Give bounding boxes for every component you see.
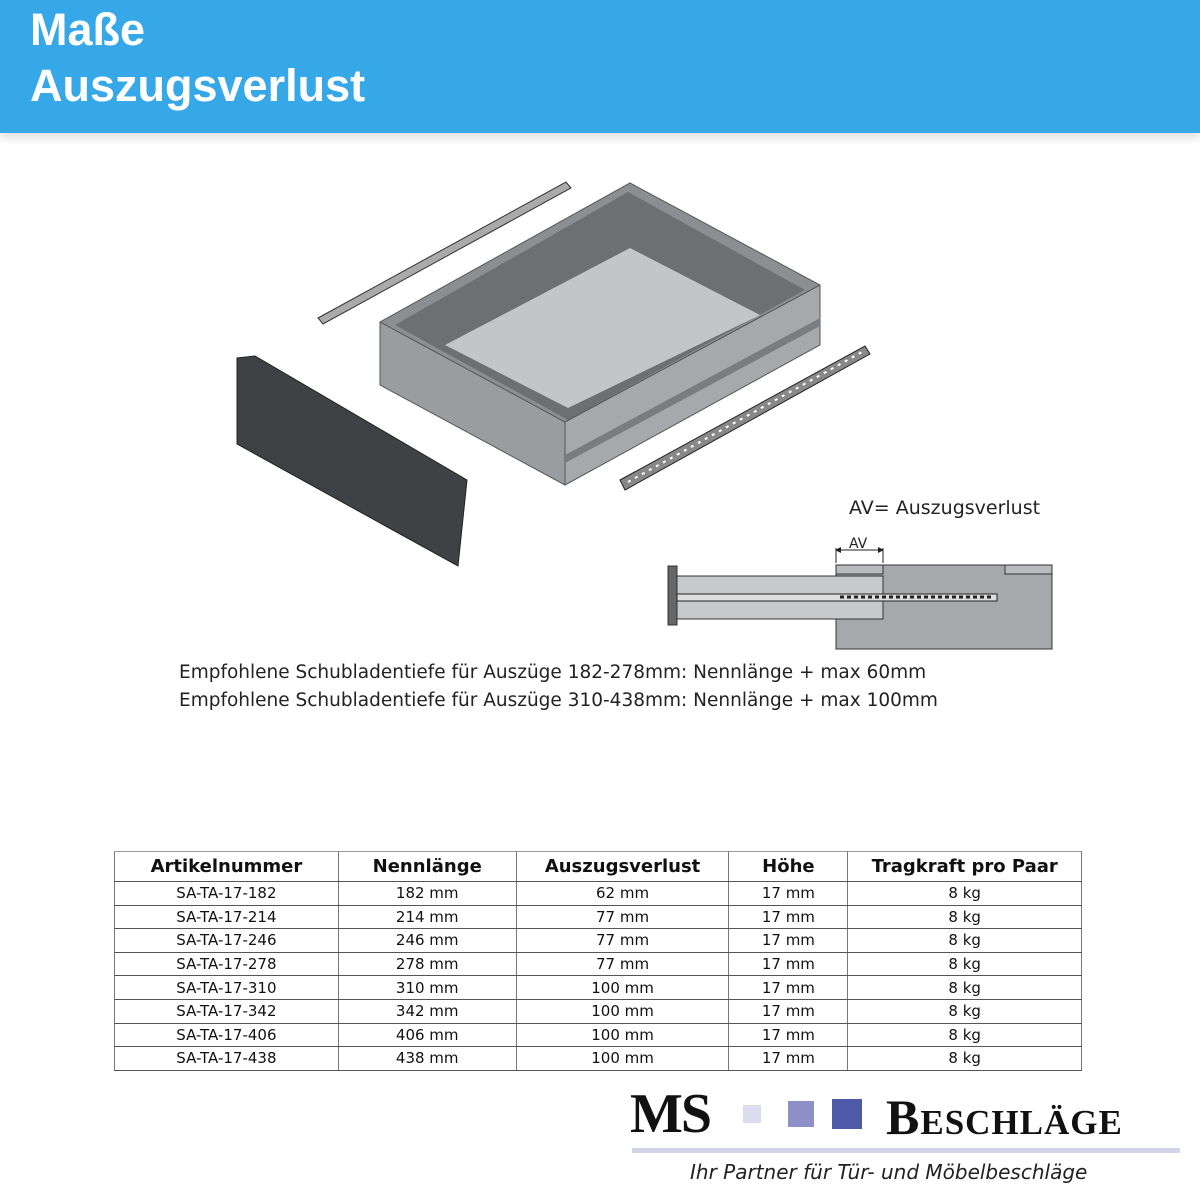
- table-cell: 8 kg: [848, 905, 1082, 929]
- table-cell: SA-TA-17-278: [115, 952, 339, 976]
- logo-brand: Beschläge: [886, 1089, 1123, 1145]
- table-cell: 17 mm: [729, 952, 848, 976]
- table-cell: 182 mm: [338, 882, 516, 906]
- logo-tagline: Ihr Partner für Tür- und Möbelbeschläge: [690, 1160, 1088, 1184]
- specs-table: [114, 851, 1082, 1071]
- table-row: [115, 929, 1082, 953]
- table-cell: 278 mm: [338, 952, 516, 976]
- table-cell: 100 mm: [516, 1023, 729, 1047]
- table-cell: 100 mm: [516, 976, 729, 1000]
- table-cell: SA-TA-17-182: [115, 882, 339, 906]
- logo-divider: [632, 1148, 1180, 1153]
- av-section-diagram: [668, 536, 1052, 649]
- table-cell: 62 mm: [516, 882, 729, 906]
- table-cell: 8 kg: [848, 1047, 1082, 1071]
- table-cell: 17 mm: [729, 976, 848, 1000]
- table-cell: 100 mm: [516, 999, 729, 1023]
- table-cell: 17 mm: [729, 1023, 848, 1047]
- logo-square: [743, 1105, 761, 1123]
- table-row: [115, 882, 1082, 906]
- table-cell: SA-TA-17-406: [115, 1023, 339, 1047]
- header-subtitle: Auszugsverlust: [30, 60, 366, 111]
- table-row: [115, 976, 1082, 1000]
- table-cell: 100 mm: [516, 1047, 729, 1071]
- logo-ms: MS: [630, 1083, 710, 1145]
- column-header: Tragkraft pro Paar: [848, 852, 1082, 882]
- table-row: [115, 1047, 1082, 1071]
- table-cell: 8 kg: [848, 1023, 1082, 1047]
- table-cell: 438 mm: [338, 1047, 516, 1071]
- logo-square: [788, 1101, 814, 1127]
- table-row: [115, 952, 1082, 976]
- table-row: [115, 1023, 1082, 1047]
- depth-note-2: Empfohlene Schubladentiefe für Auszüge 310-438mm: Nennlänge + max 100mm: [179, 690, 938, 711]
- column-header: Nennlänge: [338, 852, 516, 882]
- table-cell: 8 kg: [848, 976, 1082, 1000]
- table-row: [115, 905, 1082, 929]
- table-cell: 8 kg: [848, 999, 1082, 1023]
- header-title: Maße: [30, 4, 146, 55]
- table-cell: SA-TA-17-342: [115, 999, 339, 1023]
- column-header: Höhe: [729, 852, 848, 882]
- table-cell: 310 mm: [338, 976, 516, 1000]
- table-cell: 17 mm: [729, 882, 848, 906]
- table-cell: SA-TA-17-310: [115, 976, 339, 1000]
- table-cell: 8 kg: [848, 882, 1082, 906]
- depth-note-1: Empfohlene Schubladentiefe für Auszüge 182-278mm: Nennlänge + max 60mm: [179, 662, 927, 683]
- av-legend: AV= Auszugsverlust: [849, 497, 1041, 519]
- table-cell: 77 mm: [516, 929, 729, 953]
- table-cell: SA-TA-17-438: [115, 1047, 339, 1071]
- table-cell: 17 mm: [729, 1047, 848, 1071]
- table-cell: SA-TA-17-214: [115, 905, 339, 929]
- table-cell: 17 mm: [729, 929, 848, 953]
- drawer-box: [380, 183, 820, 485]
- table-cell: SA-TA-17-246: [115, 929, 339, 953]
- table-cell: 246 mm: [338, 929, 516, 953]
- table-cell: 77 mm: [516, 952, 729, 976]
- table-cell: 17 mm: [729, 905, 848, 929]
- table-cell: 77 mm: [516, 905, 729, 929]
- table-cell: 342 mm: [338, 999, 516, 1023]
- table-header-row: [115, 852, 1082, 882]
- table-cell: 214 mm: [338, 905, 516, 929]
- table-row: [115, 999, 1082, 1023]
- table-cell: 406 mm: [338, 1023, 516, 1047]
- table-cell: 8 kg: [848, 929, 1082, 953]
- logo-square: [832, 1099, 862, 1129]
- column-header: Artikelnummer: [115, 852, 339, 882]
- table-cell: 17 mm: [729, 999, 848, 1023]
- column-header: Auszugsverlust: [516, 852, 729, 882]
- table-cell: 8 kg: [848, 952, 1082, 976]
- av-marker: AV: [849, 536, 868, 552]
